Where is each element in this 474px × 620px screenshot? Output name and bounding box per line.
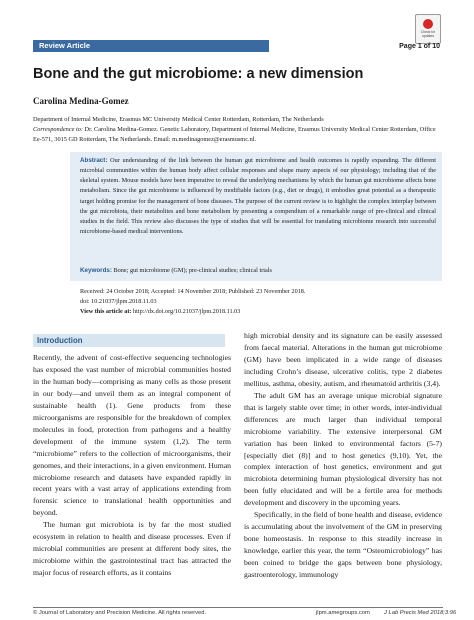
section-label-bar [33,40,269,52]
abstract-text: Our understanding of the link between the human gut microbiome and health outcomes is rapidly expanding. The different microbial communities within the human body affect cellular responses and shape many aspects of our physiology; including that of the skeletal system. Mouse models have been imperative to reveal the underlying mechanisms by which the human gut microbiome affects bone metabolism. Since the gut microbiome is influenced by modifiable factors (e.g., diet or drugs), it embodies great potential as a therapeutic target holding promise for the management of bone diseases. The purpose of the current review is to highlight the complex interplay between the gut microbiota, their metabolites and bone metabolism by presenting a compendium of a remarkable range of pre-clinical and clinical studies in the field. This review also discusses the type of studies that will be essential for translating microbiome research into successful microbiome-based medical interventions. [80,157,436,236]
section-label: Review Article [39,41,90,50]
article-title: Bone and the gut microbiome: a new dimension [33,66,364,82]
keywords [80,266,436,275]
body-column-left [33,352,231,579]
correspondence [33,125,443,144]
abstract [80,156,436,237]
page-indicator: Page 1 of 10 [399,43,440,50]
badge-line-1: Check for [420,30,436,34]
publication-dates: Received: 24 October 2018; Accepted: 14 November 2018; Published: 23 November 2018. [80,288,306,295]
badge-line-2: updates [421,34,435,38]
footer-website[interactable]: jlpm.amegroups.com [316,610,370,616]
article-url-link[interactable]: http://dx.doi.org/10.21037/jlpm.2018.11.03 [131,308,241,315]
author-name: Carolina Medina-Gomez [33,96,129,106]
section-heading-bar [33,334,225,347]
body-paragraph: The human gut microbiota is by far the most studied ecosystem in relation to health and disease processes. Even if microbial communities are present at different body sites, the microbiome within the gastrointestinal tract has attracted the major focus of research efforts, as it contains [33,520,231,578]
keywords-label: Keywords: [80,267,112,274]
keywords-text: Bone; gut microbiome (GM); pre-clinical studies; clinical trials [111,267,272,274]
correspondence-text: Dr. Carolina Medina-Gomez. Genetic Laboratory, Department of Internal Medicine, Erasmus University Medical Center Rotterdam, Office Ee-571, 3015 GD Rotterdam, The Netherlands. Email: m.medinagomez@erasmusmc.nl. [33,126,436,143]
footer-citation: J Lab Precis Med 2018;3:96 [384,610,457,616]
view-article-label: View this article at: [80,308,132,315]
author-affiliation: Department of Internal Medicine, Erasmus MC University Medical Center Rotterdam, Rotterdam, The Netherlands [33,116,324,123]
body-paragraph: The adult GM has an average unique microbial signature that is largely stable over time; in other words, inter-individual differences are much larger than individual temporal microbiome variability. The extensive interpersonal GM variation has been linked to environmental factors (5-7) [especially diet (8)] and to host genetics (9,10). Yet, the complex interaction of host genetics, environment and gut microbiota determining human physiological diversity has not been fully elucidated and will be a fertile area for methods development and discovery in the upcoming years. [244,390,442,508]
body-column-right [244,330,442,581]
view-article-line [80,307,440,317]
footer-divider [33,607,443,608]
check-for-updates-badge[interactable] [415,14,441,44]
section-heading: Introduction [37,336,83,345]
body-paragraph: high microbial density and its signature can be easily assessed from faecal material. Alterations in the human gut microbiome (GM) have been implicated in a wide range of diseases including Crohn’s disease, ulcerative colitis, type 2 diabetes mellitus, asthma, obesity, autism, and rheumatoid arthritis (3,4). [244,331,442,388]
correspondence-label: Correspondence to: [33,126,83,133]
abstract-label: Abstract: [80,157,108,164]
body-paragraph: Specifically, in the field of bone health and disease, evidence is accumulating about the involvement of the GM in preserving bone homeostasis. In response to this steadily increase in knowledge, earlier this year, the term “Osteomicrobiology” has been coined to bridge the gaps between bone physiology, gastroenterology, immunology [244,510,442,580]
footer-copyright: © Journal of Laboratory and Precision Medicine. All rights reserved. [33,610,207,616]
body-paragraph: Recently, the advent of cost-effective sequencing technologies has exposed the vast number of microbial communities hosted in the human body—comprising as many cells as those present in our body—and unveil them as an integral component of sustainable health (1). Gene products from these microorganisms are responsible for the breakdown of complex molecules in food, protection from pathogens and a healthy development of the immune system (1,2). The term “microbiome” refers to the collection of microorganisms, their genomes, and their interactions, in a given environment. Human microbiome research and datasets have expanded rapidly in recent years with a vast array of applications extending from forensic science to translational health opportunities and beyond. [33,353,231,518]
crossmark-icon [423,19,433,29]
doi-line: doi: 10.21037/jlpm.2018.11.03 [80,298,157,305]
